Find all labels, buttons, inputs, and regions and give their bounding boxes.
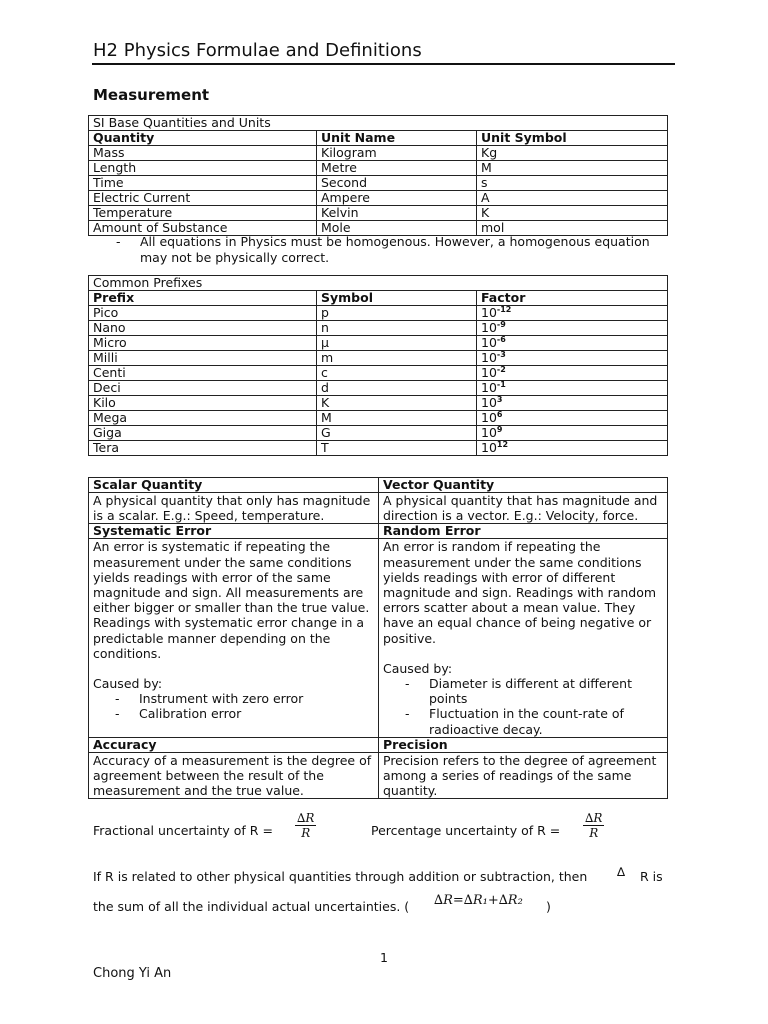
delta-symbol: ∆ <box>617 865 626 879</box>
page-number: 1 <box>380 950 388 965</box>
accuracy-definition: Accuracy of a measurement is the degree of agreement between the result of the measurement and the true value. <box>89 752 379 799</box>
page-title: H2 Physics Formulae and Definitions <box>93 40 422 61</box>
table-cell: d <box>317 381 477 396</box>
concepts-table <box>88 477 668 799</box>
title-underline <box>92 63 675 65</box>
table-caption: SI Base Quantities and Units <box>89 116 668 131</box>
column-header: Quantity <box>89 131 317 146</box>
note-text: All equations in Physics must be homogenous. However, a homogenous equation may not be physically correct. <box>140 234 650 265</box>
table-cell: Mass <box>89 146 317 161</box>
table-row <box>89 366 668 381</box>
table-cell: Milli <box>89 351 317 366</box>
random-cell <box>379 539 668 737</box>
table-row <box>89 146 668 161</box>
table-cell: Amount of Substance <box>89 221 317 236</box>
closing-parenthesis: ) <box>546 899 551 914</box>
systematic-cell <box>89 539 379 737</box>
table-row <box>89 381 668 396</box>
table-cell: Second <box>317 176 477 191</box>
table-row <box>89 351 668 366</box>
table-row <box>89 321 668 336</box>
factor-base: 10 <box>481 440 497 455</box>
table-cell: Metre <box>317 161 477 176</box>
table-cell: M <box>477 161 668 176</box>
table-cell: s <box>477 176 668 191</box>
factor-cell <box>477 336 668 351</box>
table-cell: Kelvin <box>317 206 477 221</box>
table-cell: Pico <box>89 306 317 321</box>
factor-cell <box>477 321 668 336</box>
table-cell: M <box>317 411 477 426</box>
table-cell: Tera <box>89 441 317 456</box>
list-item: - Instrument with zero error <box>115 691 304 707</box>
table-cell: Giga <box>89 426 317 441</box>
list-item: - Diameter is different at different points <box>405 676 632 707</box>
factor-base: 10 <box>481 425 497 440</box>
table-cell: Mega <box>89 411 317 426</box>
table-row <box>89 191 668 206</box>
systematic-heading: Systematic Error <box>89 524 379 539</box>
table-cell: Ampere <box>317 191 477 206</box>
addition-rule-text-end: R is <box>640 869 663 884</box>
table-row <box>89 306 668 321</box>
fraction-denominator: R <box>589 826 599 840</box>
precision-definition: Precision refers to the degree of agreement among a series of readings of the same quantity. <box>379 752 668 799</box>
factor-cell <box>477 366 668 381</box>
factor-base: 10 <box>481 395 497 410</box>
si-table-body <box>89 146 668 236</box>
factor-cell <box>477 441 668 456</box>
percentage-uncertainty-label: Percentage uncertainty of R = <box>371 823 561 838</box>
factor-base: 10 <box>481 350 497 365</box>
table-cell: Kilogram <box>317 146 477 161</box>
factor-exponent: -1 <box>496 380 506 389</box>
list-item: - Calibration error <box>115 706 242 722</box>
factor-base: 10 <box>481 365 497 380</box>
accuracy-heading: Accuracy <box>89 737 379 752</box>
factor-exponent: -12 <box>496 305 512 314</box>
homogeneity-note <box>116 234 668 265</box>
column-header: Symbol <box>317 291 477 306</box>
factor-cell <box>477 426 668 441</box>
table-cell: Temperature <box>89 206 317 221</box>
fractional-uncertainty-label: Fractional uncertainty of R = <box>93 823 273 838</box>
random-definition: An error is random if repeating the measurement under the same conditions yields readings with error of different magnitude and sign. Readings with random errors scatter about a mean value. They have an equal chance of being negative or positive. <box>383 539 657 646</box>
factor-exponent: 3 <box>496 395 503 404</box>
table-row <box>89 426 668 441</box>
random-caused-label: Caused by: <box>383 660 453 676</box>
factor-base: 10 <box>481 320 497 335</box>
table-cell: Deci <box>89 381 317 396</box>
column-header: Unit Name <box>317 131 477 146</box>
fraction-numerator: ∆R <box>297 811 315 825</box>
systematic-definition: An error is systematic if repeating the measurement under the same conditions yields readings with error of the same magnitude and sign. All measurements are either bigger or smaller than the true value. Readings with systematic error change in a predictable manner depending on the conditions. <box>93 539 370 661</box>
table-cell: Electric Current <box>89 191 317 206</box>
table-cell: A <box>477 191 668 206</box>
systematic-caused-label: Caused by: <box>93 676 163 692</box>
table-cell: Time <box>89 176 317 191</box>
random-heading: Random Error <box>379 524 668 539</box>
table-row <box>89 176 668 191</box>
factor-base: 10 <box>481 335 497 350</box>
table-row <box>89 206 668 221</box>
factor-base: 10 <box>481 305 497 320</box>
table-cell: Kilo <box>89 396 317 411</box>
table-row <box>89 411 668 426</box>
factor-cell <box>477 381 668 396</box>
addition-rule-text: If R is related to other physical quantities through addition or subtraction, then <box>93 869 588 884</box>
vector-definition: A physical quantity that has magnitude and direction is a vector. E.g.: Velocity, force. <box>379 493 668 524</box>
factor-cell <box>477 411 668 426</box>
table-cell: Nano <box>89 321 317 336</box>
table-cell: µ <box>317 336 477 351</box>
table-cell: G <box>317 426 477 441</box>
fraction-numerator: ∆R <box>585 811 603 825</box>
table-cell: c <box>317 366 477 381</box>
table-cell: m <box>317 351 477 366</box>
column-header: Factor <box>477 291 668 306</box>
factor-cell <box>477 396 668 411</box>
bullet-dash: - <box>116 234 121 249</box>
table-cell: T <box>317 441 477 456</box>
prefix-table-body <box>89 306 668 456</box>
precision-heading: Precision <box>379 737 668 752</box>
factor-exponent: 12 <box>496 440 509 449</box>
author-name: Chong Yi An <box>93 966 172 981</box>
factor-base: 10 <box>481 410 497 425</box>
table-cell: Length <box>89 161 317 176</box>
table-row <box>89 396 668 411</box>
factor-exponent: 6 <box>496 410 503 419</box>
factor-base: 10 <box>481 380 497 395</box>
column-header: Unit Symbol <box>477 131 668 146</box>
vector-heading: Vector Quantity <box>379 478 668 493</box>
table-cell: K <box>317 396 477 411</box>
scalar-definition: A physical quantity that only has magnitude is a scalar. E.g.: Speed, temperature. <box>89 493 379 524</box>
addition-rule-text-2: the sum of all the individual actual uncertainties. ( <box>93 899 410 914</box>
table-row <box>89 161 668 176</box>
systematic-causes-list <box>93 691 374 721</box>
percentage-uncertainty-fraction <box>583 811 604 840</box>
fractional-uncertainty-fraction <box>295 811 316 840</box>
table-cell: Micro <box>89 336 317 351</box>
factor-exponent: -9 <box>496 320 506 329</box>
table-row <box>89 336 668 351</box>
fraction-denominator: R <box>301 826 311 840</box>
factor-cell <box>477 306 668 321</box>
prefix-table <box>88 275 668 456</box>
table-cell: Mole <box>317 221 477 236</box>
table-cell: Centi <box>89 366 317 381</box>
table-row <box>89 441 668 456</box>
column-header: Prefix <box>89 291 317 306</box>
list-item: - Fluctuation in the count-rate of radioactive decay. <box>405 706 624 737</box>
factor-cell <box>477 351 668 366</box>
section-heading: Measurement <box>93 86 210 104</box>
factor-exponent: -6 <box>496 335 506 344</box>
si-units-table <box>88 115 668 236</box>
table-cell: K <box>477 206 668 221</box>
table-caption: Common Prefixes <box>89 276 668 291</box>
random-causes-list <box>383 676 663 737</box>
table-cell: p <box>317 306 477 321</box>
factor-exponent: 9 <box>496 425 503 434</box>
scalar-heading: Scalar Quantity <box>89 478 379 493</box>
factor-exponent: -2 <box>496 365 506 374</box>
addition-rule-formula: ∆R=∆R₁+∆R₂ <box>434 893 523 908</box>
table-cell: Kg <box>477 146 668 161</box>
table-cell: n <box>317 321 477 336</box>
table-cell: mol <box>477 221 668 236</box>
factor-exponent: -3 <box>496 350 506 359</box>
